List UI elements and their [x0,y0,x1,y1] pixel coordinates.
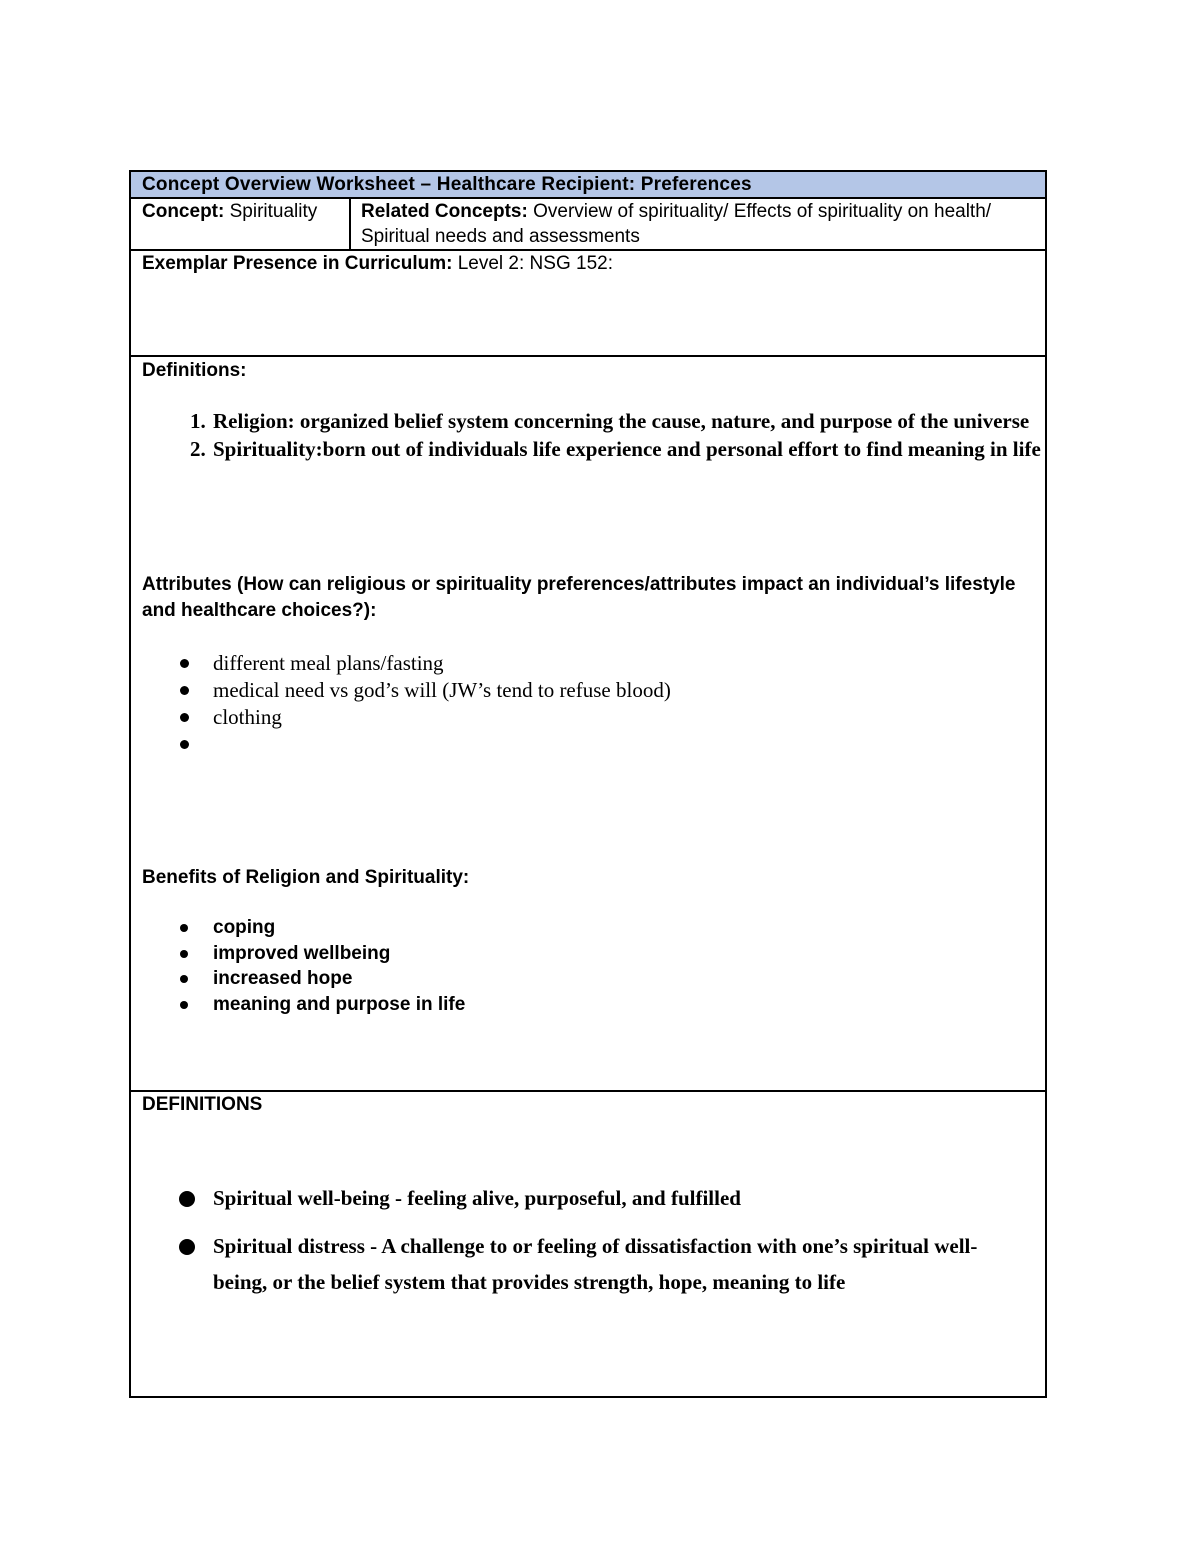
definition-text: Spiritual well-being - feeling alive, purposeful, and fulfilled [213,1186,741,1210]
bullet-icon [180,740,189,749]
attribute-text: different meal plans/fasting [213,651,444,675]
concept-worksheet-table [129,170,1047,1398]
definition-item: 1. Religion: organized belief system concerning the cause, nature, and purpose of the universe [211,408,1041,436]
list-item [131,1180,1031,1216]
bullet-icon [180,659,189,668]
spiritual-definitions-list [131,1180,1031,1312]
concept-cell [131,198,349,248]
benefit-text: coping [213,917,276,938]
benefit-text: increased hope [213,968,353,989]
bullet-icon [180,686,189,695]
list-item [131,650,1031,677]
divider [131,355,1045,357]
list-item [131,704,1031,731]
related-concepts-label: Related Concepts: [361,201,528,222]
benefit-text: meaning and purpose in life [213,993,466,1015]
exemplar-label: Exemplar Presence in Curriculum: [142,253,453,274]
bullet-icon [180,950,188,958]
definitions-list [175,408,1041,463]
attributes-list [131,650,1031,758]
bullet-icon [180,975,188,983]
bullet-icon [179,1191,195,1207]
benefit-text: improved wellbeing [213,942,391,964]
related-concepts-value: Overview of spirituality/ Effects of spirituality on health/ Spiritual needs and assessments [361,201,992,247]
bullet-icon [180,924,188,932]
list-item [131,1228,1031,1300]
list-item [131,731,1031,758]
benefits-list [131,915,1031,1017]
related-concepts-cell [351,198,1045,248]
list-item [131,915,1031,941]
definitions2-heading: DEFINITIONS [142,1094,263,1115]
bullet-icon [180,1001,188,1009]
concept-value: Spirituality [229,201,318,222]
list-item [131,992,1031,1018]
list-item [131,941,1031,967]
definition-item: 2. Spirituality:born out of individuals life experience and personal effort to find meaning in life [211,436,1041,464]
bullet-icon [179,1239,195,1255]
benefits-heading: Benefits of Religion and Spirituality: [142,867,470,888]
list-item [131,966,1031,992]
attributes-heading: Attributes (How can religious or spirituality preferences/attributes impact an individual’s lifestyle and healthcare choices?): [142,574,1016,621]
concept-label: Concept: [142,201,225,222]
attribute-text: medical need vs god’s will (JW’s tend to refuse blood) [213,678,671,702]
exemplar-value: Level 2: NSG 152: [457,253,613,274]
divider [131,1090,1045,1092]
attribute-text: clothing [213,705,282,729]
definitions-heading: Definitions: [142,360,247,381]
definition-text: Spiritual distress - A challenge to or feeling of dissatisfaction with one’s spiritual well-being, or the belief system that provides strength, hope, meaning to life [213,1234,978,1294]
bullet-icon [180,713,189,722]
worksheet-title: Concept Overview Worksheet – Healthcare Recipient: Preferences [131,172,1045,197]
exemplar-presence [142,251,613,276]
list-item [131,677,1031,704]
